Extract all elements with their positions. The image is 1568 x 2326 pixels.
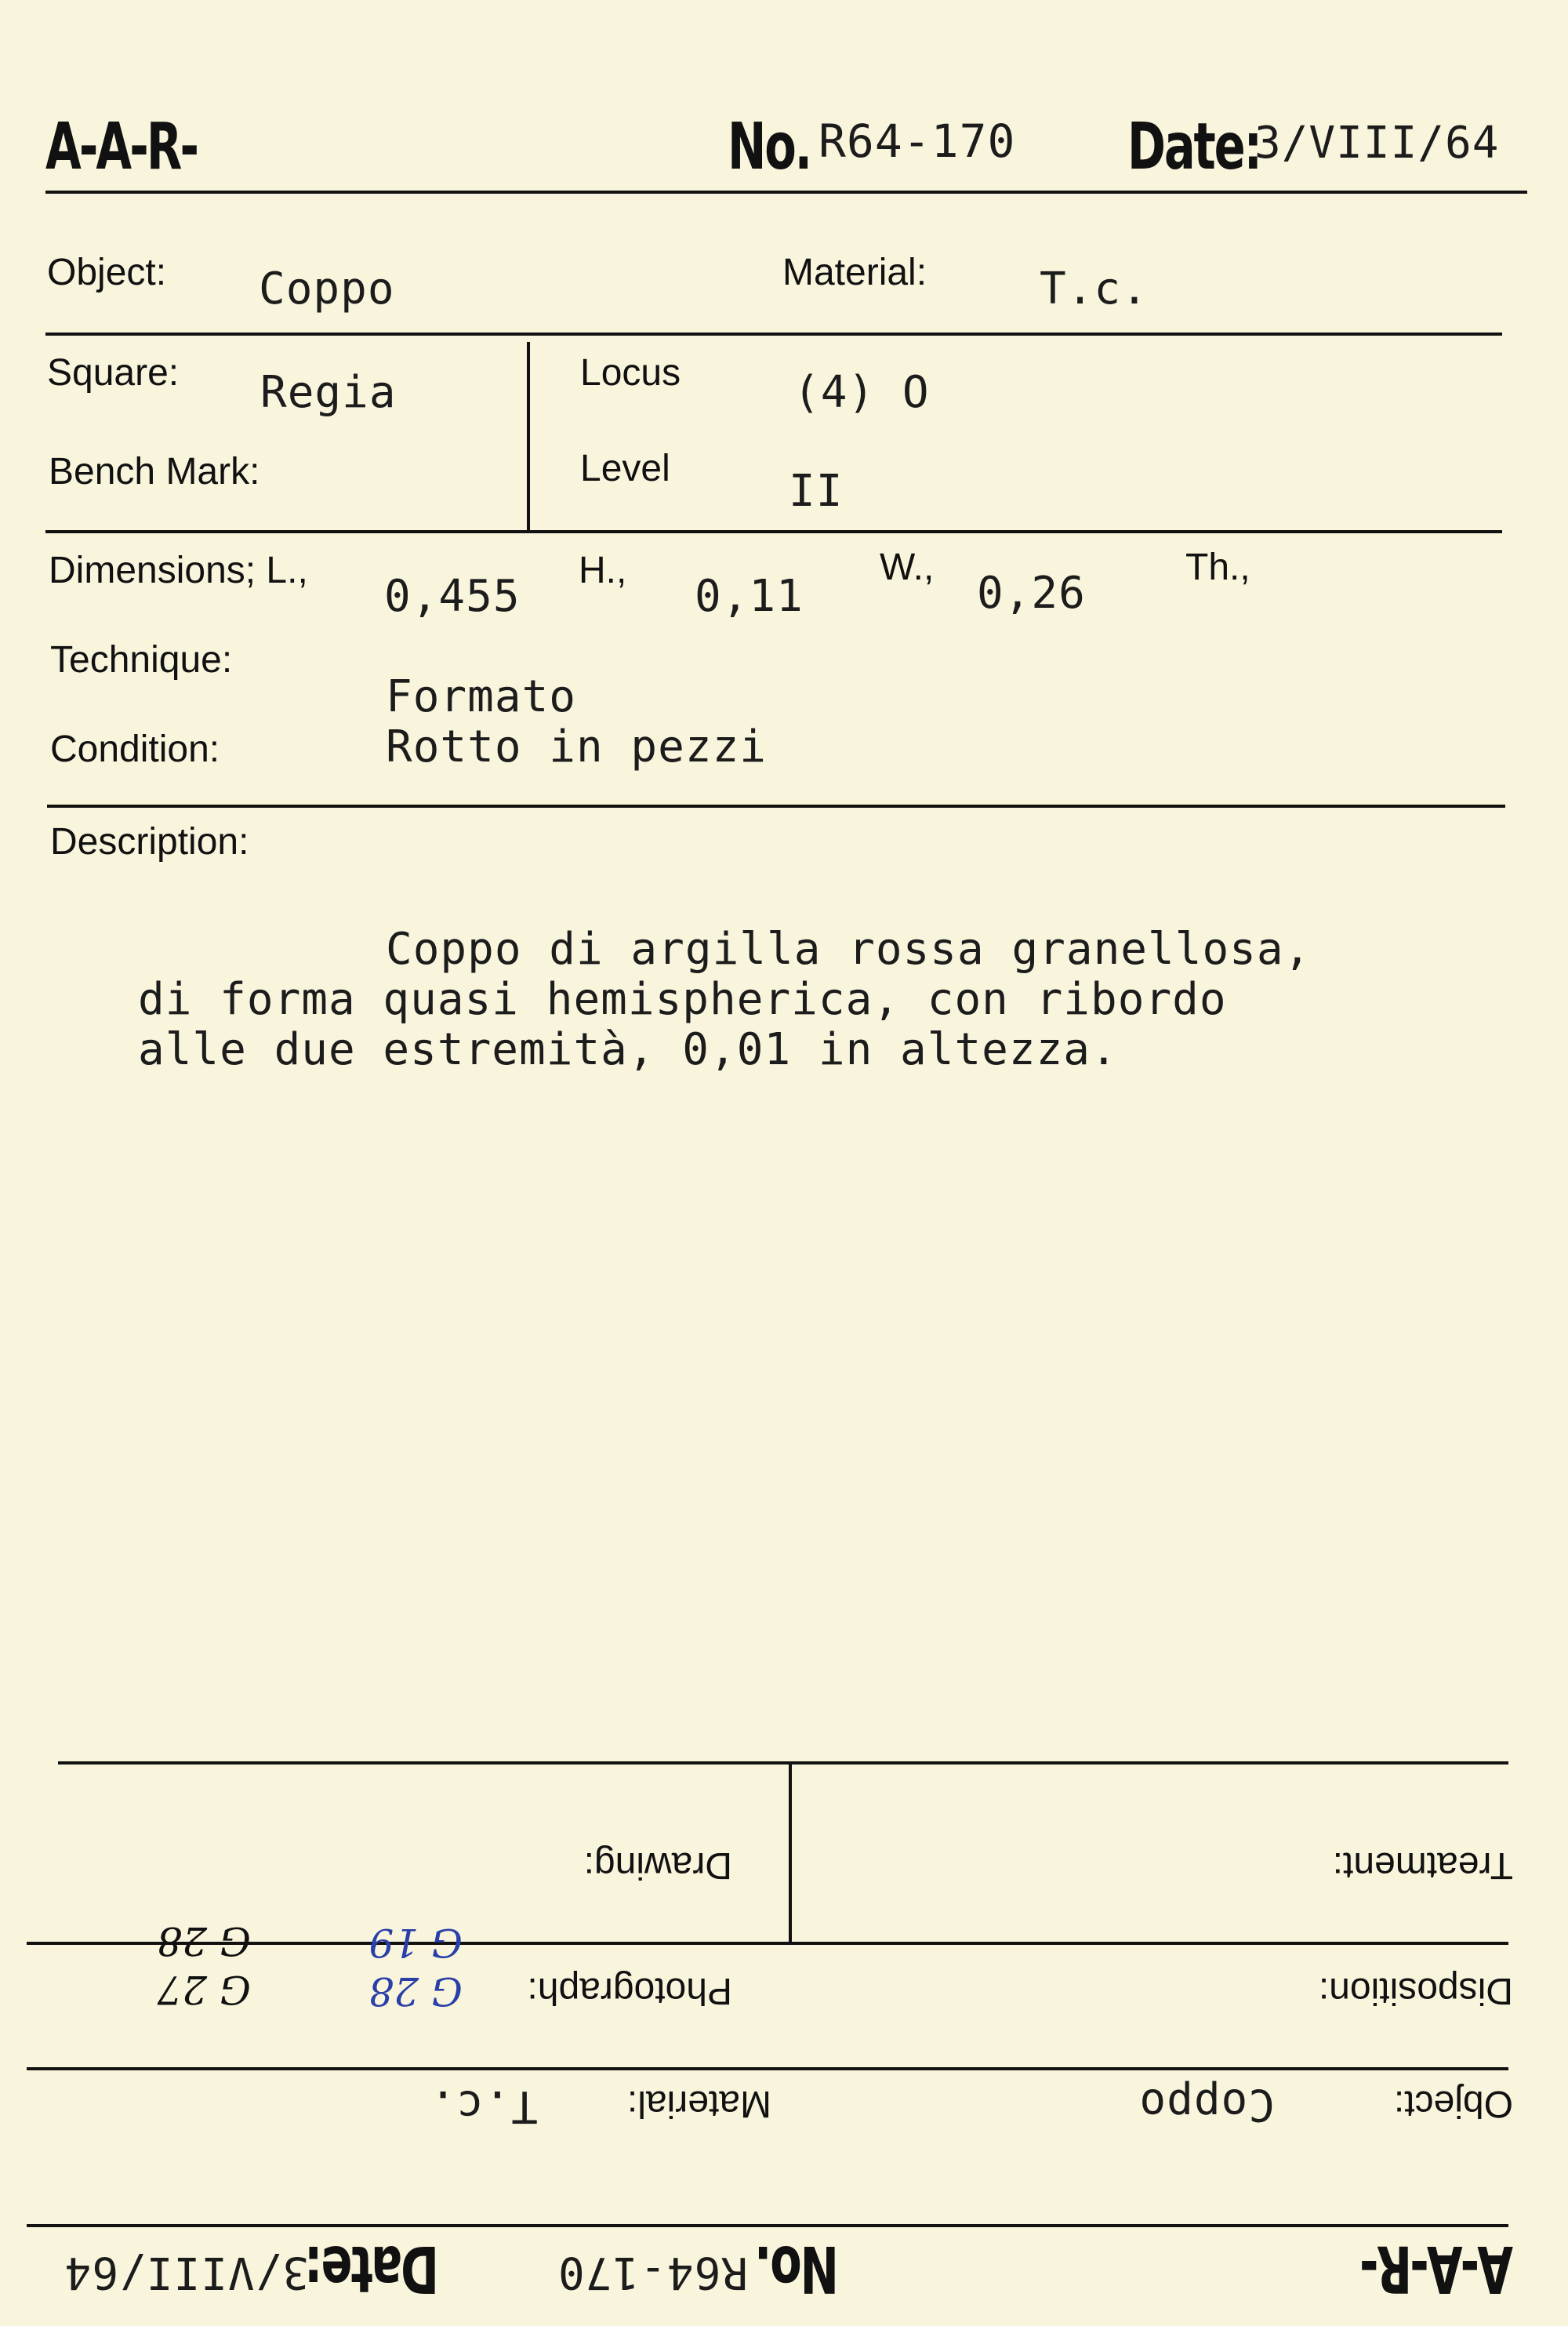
stub-agency-code: A-A-R- bbox=[1361, 2231, 1513, 2306]
stub-number-label: No. bbox=[756, 2231, 839, 2306]
level-value: II bbox=[789, 466, 844, 517]
stub-object-value: Coppo bbox=[1138, 2079, 1275, 2130]
locus-label: Locus bbox=[580, 352, 681, 394]
description-label: Description: bbox=[50, 821, 249, 863]
material-value: T.c. bbox=[1040, 263, 1149, 314]
stub-photo-number: G 19 bbox=[368, 1920, 463, 1965]
technique-value: Formato bbox=[386, 671, 577, 722]
stub-rule bbox=[27, 2224, 1508, 2227]
dimension-width-label: W., bbox=[880, 547, 935, 588]
object-label: Object: bbox=[47, 252, 167, 293]
stub-rule bbox=[27, 2067, 1508, 2070]
stub-photograph-label: Photograph: bbox=[527, 1970, 732, 2012]
square-divider bbox=[527, 342, 530, 530]
stub-treatment-label: Treatment: bbox=[1332, 1844, 1513, 1886]
technique-label: Technique: bbox=[50, 639, 233, 681]
stub-disposition-label: Disposition: bbox=[1318, 1970, 1513, 2012]
object-rule bbox=[45, 333, 1502, 336]
condition-value: Rotto in pezzi bbox=[386, 721, 768, 772]
stub-photo-number: G 28 bbox=[368, 1968, 463, 2014]
dimension-width: 0,26 bbox=[977, 568, 1086, 619]
date-label: Date: bbox=[1127, 110, 1261, 184]
level-label: Level bbox=[580, 448, 670, 489]
stub-drawing-label: Drawing: bbox=[583, 1844, 732, 1886]
description-line: alle due estremità, 0,01 in altezza. bbox=[138, 1024, 1118, 1075]
square-label: Square: bbox=[47, 352, 180, 394]
dimension-thickness-label: Th., bbox=[1185, 547, 1250, 588]
number-label: No. bbox=[728, 110, 811, 184]
stub-section bbox=[0, 1678, 1568, 2326]
stub-material-value: T.c. bbox=[429, 2081, 538, 2132]
locus-rule bbox=[45, 530, 1502, 533]
description-line: Coppo di argilla rossa granellosa, bbox=[386, 924, 1312, 975]
stub-date-label: Date: bbox=[306, 2231, 439, 2306]
condition-rule bbox=[47, 805, 1505, 808]
stub-date-value: 3/VIII/64 bbox=[64, 2247, 309, 2298]
stub-number-value: R64-170 bbox=[557, 2247, 748, 2298]
stub-photo-number: G 28 bbox=[157, 1918, 251, 1964]
dimension-height: 0,11 bbox=[695, 571, 804, 622]
stub-material-label: Material: bbox=[626, 2083, 771, 2124]
dimensions-label: Dimensions; L., bbox=[49, 550, 308, 591]
stub-divider bbox=[789, 1763, 792, 1942]
square-value: Regia bbox=[260, 367, 397, 418]
header-rule bbox=[45, 191, 1527, 194]
bench-mark-label: Bench Mark: bbox=[49, 451, 260, 492]
stub-photo-number: G 27 bbox=[157, 1967, 251, 2012]
date-value: 3/VIII/64 bbox=[1254, 118, 1500, 169]
stub-rule bbox=[58, 1761, 1508, 1764]
agency-code: A-A-R- bbox=[45, 110, 198, 184]
description-line: di forma quasi hemispherica, con ribordo bbox=[138, 974, 1227, 1025]
object-value: Coppo bbox=[259, 263, 395, 314]
condition-label: Condition: bbox=[50, 729, 220, 770]
dimension-length: 0,455 bbox=[384, 571, 521, 622]
material-label: Material: bbox=[782, 252, 927, 293]
stub-object-label: Object: bbox=[1393, 2083, 1513, 2124]
dimension-height-label: H., bbox=[579, 550, 627, 591]
locus-value: (4) O bbox=[793, 367, 930, 418]
number-value: R64-170 bbox=[818, 114, 1016, 168]
